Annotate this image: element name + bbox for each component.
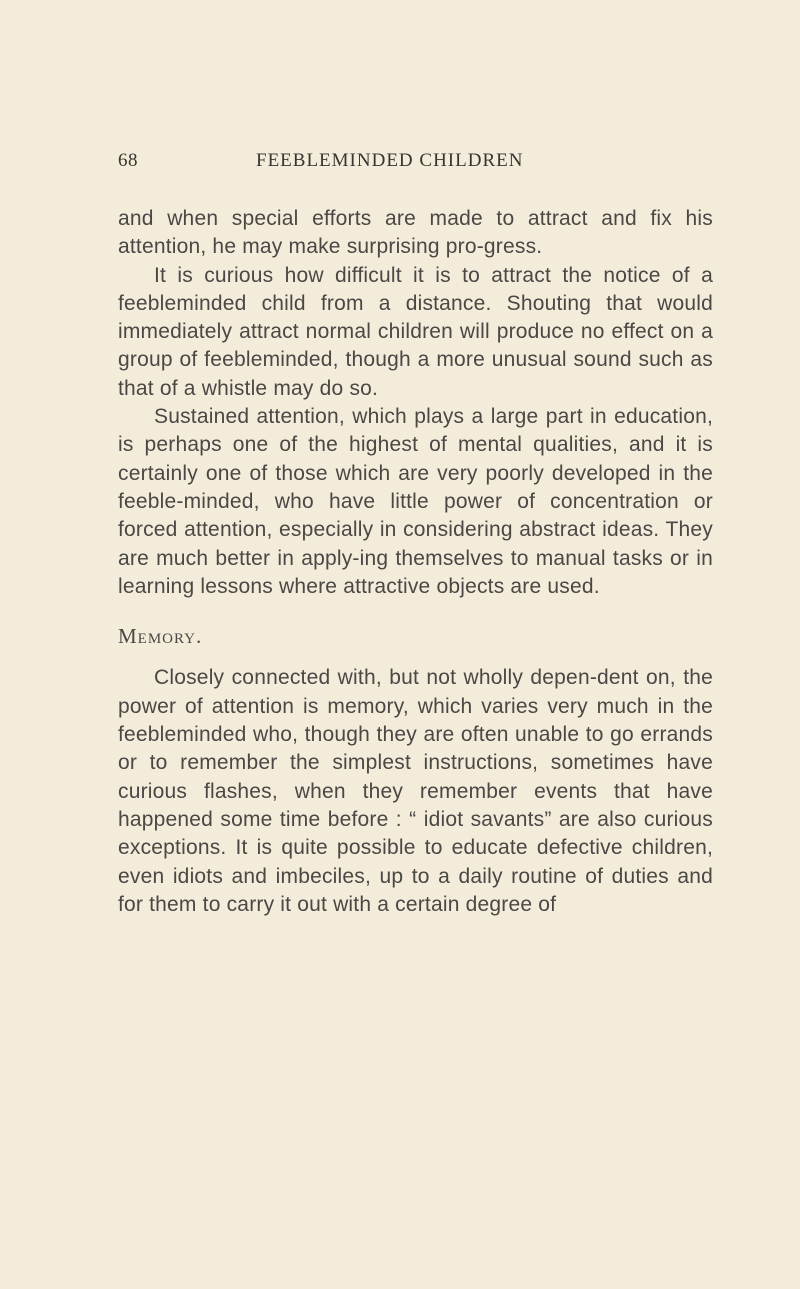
body-text <box>118 205 713 919</box>
section-heading: Memory. <box>118 624 203 649</box>
page-header <box>118 150 718 174</box>
paragraph-3: Sustained attention, which plays a large part in education, is perhaps one of the highest of mental qualities, and it is certainly one of those which are very poorly developed in the feeble-minded, who have little power of concentration or forced attention, especially in considering abstract ideas. They are much better in apply-ing themselves to manual tasks or in learning lessons where attractive objects are used. <box>118 405 713 598</box>
page-number: 68 <box>118 150 138 171</box>
paragraph-2: It is curious how difficult it is to attract the notice of a feebleminded child from a distance. Shouting that would immediately attract normal children will produce no effect on a group of feebleminded, though a more unusual sound such as that of a whistle may do so. <box>118 263 713 400</box>
running-head: FEEBLEMINDED CHILDREN <box>256 150 524 171</box>
paragraph-1: and when special efforts are made to attract and fix his attention, he may make surprising pro-gress. <box>118 207 713 259</box>
paragraph-4: Closely connected with, but not wholly depen-dent on, the power of attention is memory, which varies very much in the feebleminded who, though they are often unable to go errands or to remember the simplest instructions, sometimes have curious flashes, when they remember events that have happened some time before : “ idiot savants” are also curious exceptions. It is quite possible to educate defective children, even idiots and imbeciles, up to a daily routine of duties and for them to carry it out with a certain degree of <box>118 666 713 916</box>
